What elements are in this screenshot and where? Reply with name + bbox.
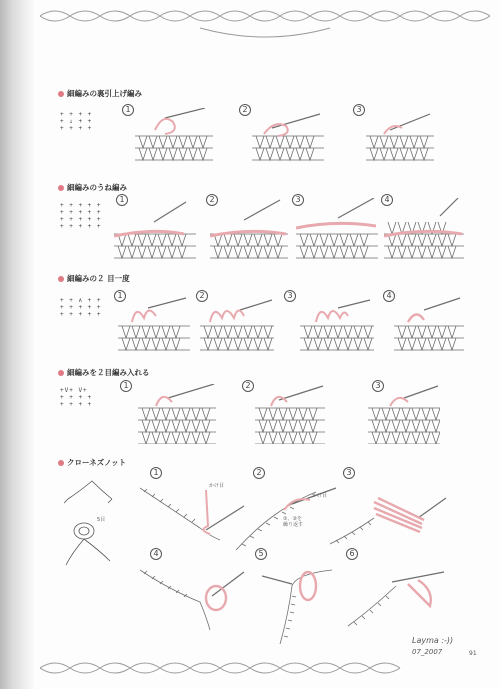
illustration-5-5 — [262, 556, 342, 644]
illustration-1-3 — [366, 108, 434, 168]
illustration-5-1 — [140, 478, 250, 544]
step-number: 4 — [383, 290, 395, 302]
bullet-icon — [58, 185, 64, 191]
illustration-2-2 — [210, 198, 288, 260]
bullet-icon — [58, 460, 64, 466]
illustration-1-2 — [252, 108, 324, 168]
date-text: 07_2007 — [412, 648, 443, 656]
step-number: 2 — [206, 194, 218, 206]
section-title-1: 細編みの裏引上げ編み — [58, 88, 142, 99]
stitch-symbol-5 — [62, 473, 122, 573]
step-number: 2 — [196, 290, 208, 302]
illustration-5-4 — [140, 556, 252, 632]
illustration-2-1 — [114, 198, 196, 260]
stitch-symbol-1: + + + + + ↓ + + + + + + — [60, 111, 93, 132]
illustration-3-1 — [118, 294, 190, 352]
section-title-4: 細編みを２目編み入れる — [58, 367, 150, 378]
illustration-3-3 — [300, 294, 374, 352]
kakeme-label-1: かけ目 — [209, 483, 225, 489]
step-number: 1 — [150, 467, 162, 479]
stitch-symbol-3: + + ∧ + + + + + + + + + + + + — [60, 297, 102, 318]
bullet-icon — [58, 370, 64, 376]
section-title-3: 細編みの２ 目一度 — [58, 273, 130, 284]
step-number: 3 — [343, 467, 355, 479]
stitch-symbol-2: + + + + + + + + + + + + + + + + + + + + — [60, 202, 102, 230]
illustration-5-3 — [330, 478, 450, 550]
step-number: 3 — [372, 380, 384, 392]
step-number: 2 — [242, 380, 254, 392]
illustration-3-2 — [200, 294, 274, 352]
signature-text: Layma :-)) — [412, 636, 454, 645]
step-number: 3 — [353, 104, 365, 116]
kakeme-label-2: かけ目 — [312, 493, 328, 499]
step-number: 2 — [253, 467, 265, 479]
five-chains-label: 5目 — [97, 517, 106, 523]
top-ornament-border — [40, 6, 490, 44]
illustration-4-2 — [255, 384, 325, 444]
step-number: 4 — [381, 194, 393, 206]
book-spine-shadow — [0, 0, 34, 689]
step-number: 1 — [114, 290, 126, 302]
step-number: 3 — [292, 194, 304, 206]
illustration-4-3 — [368, 384, 440, 444]
stitch-symbol-4: +V+ V+ + + + + + + + + — [60, 387, 93, 408]
illustration-1-1 — [135, 108, 213, 168]
step-number: 1 — [122, 104, 134, 116]
illustration-4-1 — [138, 384, 216, 444]
illustration-2-4 — [384, 198, 464, 260]
step-number: 3 — [284, 290, 296, 302]
step-number: 5 — [255, 548, 267, 560]
illustration-2-3 — [296, 198, 378, 260]
bullet-icon — [58, 276, 64, 282]
illustration-5-2 — [236, 478, 342, 550]
bullet-icon — [58, 91, 64, 97]
step-number: 6 — [346, 548, 358, 560]
step-number: 4 — [150, 548, 162, 560]
repeat-label: ②、③を 繰り返す — [283, 516, 304, 528]
illustration-3-4 — [394, 294, 464, 352]
illustration-5-6 — [346, 560, 450, 636]
page-number: 91 — [469, 650, 477, 657]
section-title-5: クローネズノット — [58, 457, 126, 468]
step-number: 1 — [116, 194, 128, 206]
section-title-2: 細編みのうね編み — [58, 182, 127, 193]
step-number: 1 — [120, 380, 132, 392]
step-number: 2 — [239, 104, 251, 116]
